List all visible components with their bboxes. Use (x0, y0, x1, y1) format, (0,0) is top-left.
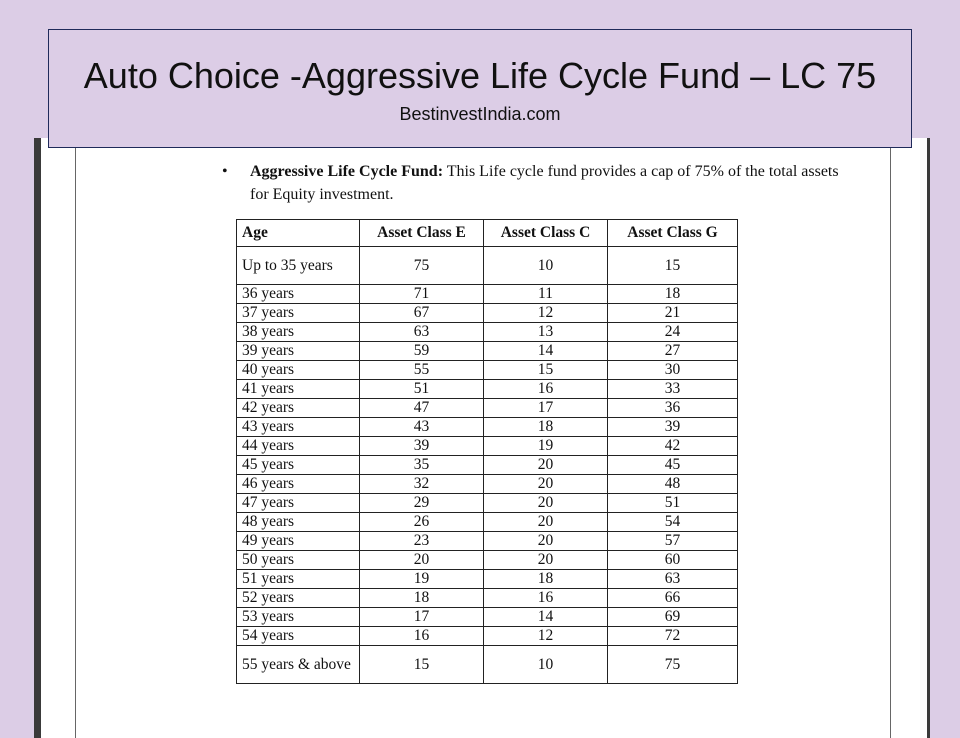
asset-class-g-cell: 30 (608, 361, 738, 380)
asset-class-c-cell: 10 (484, 247, 608, 285)
age-cell: 51 years (237, 570, 360, 589)
asset-class-g-cell: 57 (608, 532, 738, 551)
asset-class-e-cell: 18 (360, 589, 484, 608)
age-cell: 37 years (237, 304, 360, 323)
asset-class-e-cell: 47 (360, 399, 484, 418)
table-row (237, 399, 738, 418)
allocation-table (236, 219, 738, 684)
asset-class-g-cell: 18 (608, 285, 738, 304)
title-box (48, 29, 912, 148)
asset-class-g-cell: 33 (608, 380, 738, 399)
age-cell: 39 years (237, 342, 360, 361)
age-cell: 54 years (237, 627, 360, 646)
asset-class-e-cell: 67 (360, 304, 484, 323)
table-header-row (237, 220, 738, 247)
asset-class-g-cell: 54 (608, 513, 738, 532)
asset-class-c-cell: 20 (484, 532, 608, 551)
fund-name: Aggressive Life Cycle Fund: (250, 163, 444, 180)
table-row (237, 361, 738, 380)
table-row (237, 494, 738, 513)
age-cell: Up to 35 years (237, 247, 360, 285)
asset-class-g-cell: 21 (608, 304, 738, 323)
asset-class-c-cell: 20 (484, 456, 608, 475)
asset-class-c-cell: 18 (484, 418, 608, 437)
asset-class-e-cell: 59 (360, 342, 484, 361)
asset-class-c-cell: 14 (484, 608, 608, 627)
table-row (237, 589, 738, 608)
asset-class-c-cell: 20 (484, 551, 608, 570)
asset-class-c-cell: 14 (484, 342, 608, 361)
table-row (237, 247, 738, 285)
asset-class-c-cell: 11 (484, 285, 608, 304)
asset-class-e-cell: 71 (360, 285, 484, 304)
asset-class-c-cell: 10 (484, 646, 608, 684)
age-cell: 45 years (237, 456, 360, 475)
age-cell: 48 years (237, 513, 360, 532)
asset-class-g-cell: 51 (608, 494, 738, 513)
asset-class-g-cell: 75 (608, 646, 738, 684)
asset-class-g-cell: 27 (608, 342, 738, 361)
asset-class-e-cell: 32 (360, 475, 484, 494)
asset-class-c-cell: 12 (484, 304, 608, 323)
asset-class-e-cell: 29 (360, 494, 484, 513)
table-row (237, 418, 738, 437)
age-cell: 53 years (237, 608, 360, 627)
age-cell: 42 years (237, 399, 360, 418)
fund-description-body: This Life cycle fund provides a cap of 75% of the total assets for Equity investment. (250, 163, 839, 203)
bullet-icon: • (222, 163, 228, 180)
age-cell: 49 years (237, 532, 360, 551)
asset-class-e-cell: 39 (360, 437, 484, 456)
asset-class-e-cell: 23 (360, 532, 484, 551)
asset-class-c-cell: 20 (484, 475, 608, 494)
table-row (237, 475, 738, 494)
asset-class-g-cell: 60 (608, 551, 738, 570)
header-asset-class-e: Asset Class E (360, 220, 484, 247)
asset-class-e-cell: 75 (360, 247, 484, 285)
asset-class-g-cell: 72 (608, 627, 738, 646)
asset-class-e-cell: 51 (360, 380, 484, 399)
asset-class-e-cell: 43 (360, 418, 484, 437)
asset-class-g-cell: 63 (608, 570, 738, 589)
asset-class-e-cell: 15 (360, 646, 484, 684)
asset-class-c-cell: 13 (484, 323, 608, 342)
asset-class-c-cell: 18 (484, 570, 608, 589)
asset-class-g-cell: 15 (608, 247, 738, 285)
asset-class-g-cell: 39 (608, 418, 738, 437)
age-cell: 55 years & above (237, 646, 360, 684)
asset-class-g-cell: 42 (608, 437, 738, 456)
asset-class-g-cell: 69 (608, 608, 738, 627)
table-row (237, 646, 738, 684)
asset-class-c-cell: 20 (484, 494, 608, 513)
table-row (237, 323, 738, 342)
age-cell: 41 years (237, 380, 360, 399)
asset-class-g-cell: 66 (608, 589, 738, 608)
header-asset-class-g: Asset Class G (608, 220, 738, 247)
asset-class-g-cell: 36 (608, 399, 738, 418)
header-age: Age (237, 220, 360, 247)
age-cell: 46 years (237, 475, 360, 494)
asset-class-e-cell: 63 (360, 323, 484, 342)
table-row (237, 627, 738, 646)
table-row (237, 456, 738, 475)
table-row (237, 532, 738, 551)
table-row (237, 513, 738, 532)
asset-class-e-cell: 55 (360, 361, 484, 380)
age-cell: 40 years (237, 361, 360, 380)
asset-class-c-cell: 19 (484, 437, 608, 456)
age-cell: 44 years (237, 437, 360, 456)
table-row (237, 380, 738, 399)
asset-class-c-cell: 16 (484, 380, 608, 399)
asset-class-g-cell: 48 (608, 475, 738, 494)
age-cell: 50 years (237, 551, 360, 570)
table-body (237, 247, 738, 684)
asset-class-e-cell: 35 (360, 456, 484, 475)
table-row (237, 285, 738, 304)
asset-class-g-cell: 24 (608, 323, 738, 342)
table-row (237, 570, 738, 589)
age-cell: 47 years (237, 494, 360, 513)
table-row (237, 551, 738, 570)
table-row (237, 342, 738, 361)
asset-class-c-cell: 15 (484, 361, 608, 380)
header-asset-class-c: Asset Class C (484, 220, 608, 247)
table-row (237, 437, 738, 456)
asset-class-e-cell: 19 (360, 570, 484, 589)
asset-class-c-cell: 16 (484, 589, 608, 608)
asset-class-c-cell: 12 (484, 627, 608, 646)
table-row (237, 608, 738, 627)
age-cell: 38 years (237, 323, 360, 342)
age-cell: 52 years (237, 589, 360, 608)
slide-subtitle: BestinvestIndia.com (399, 104, 561, 124)
fund-description-text (250, 160, 850, 206)
asset-class-g-cell: 45 (608, 456, 738, 475)
asset-class-e-cell: 16 (360, 627, 484, 646)
asset-class-e-cell: 20 (360, 551, 484, 570)
asset-class-e-cell: 26 (360, 513, 484, 532)
age-cell: 36 years (237, 285, 360, 304)
slide-title: Auto Choice -Aggressive Life Cycle Fund – LC 75 (83, 55, 877, 96)
asset-class-e-cell: 17 (360, 608, 484, 627)
asset-class-c-cell: 17 (484, 399, 608, 418)
asset-class-c-cell: 20 (484, 513, 608, 532)
age-cell: 43 years (237, 418, 360, 437)
table-row (237, 304, 738, 323)
